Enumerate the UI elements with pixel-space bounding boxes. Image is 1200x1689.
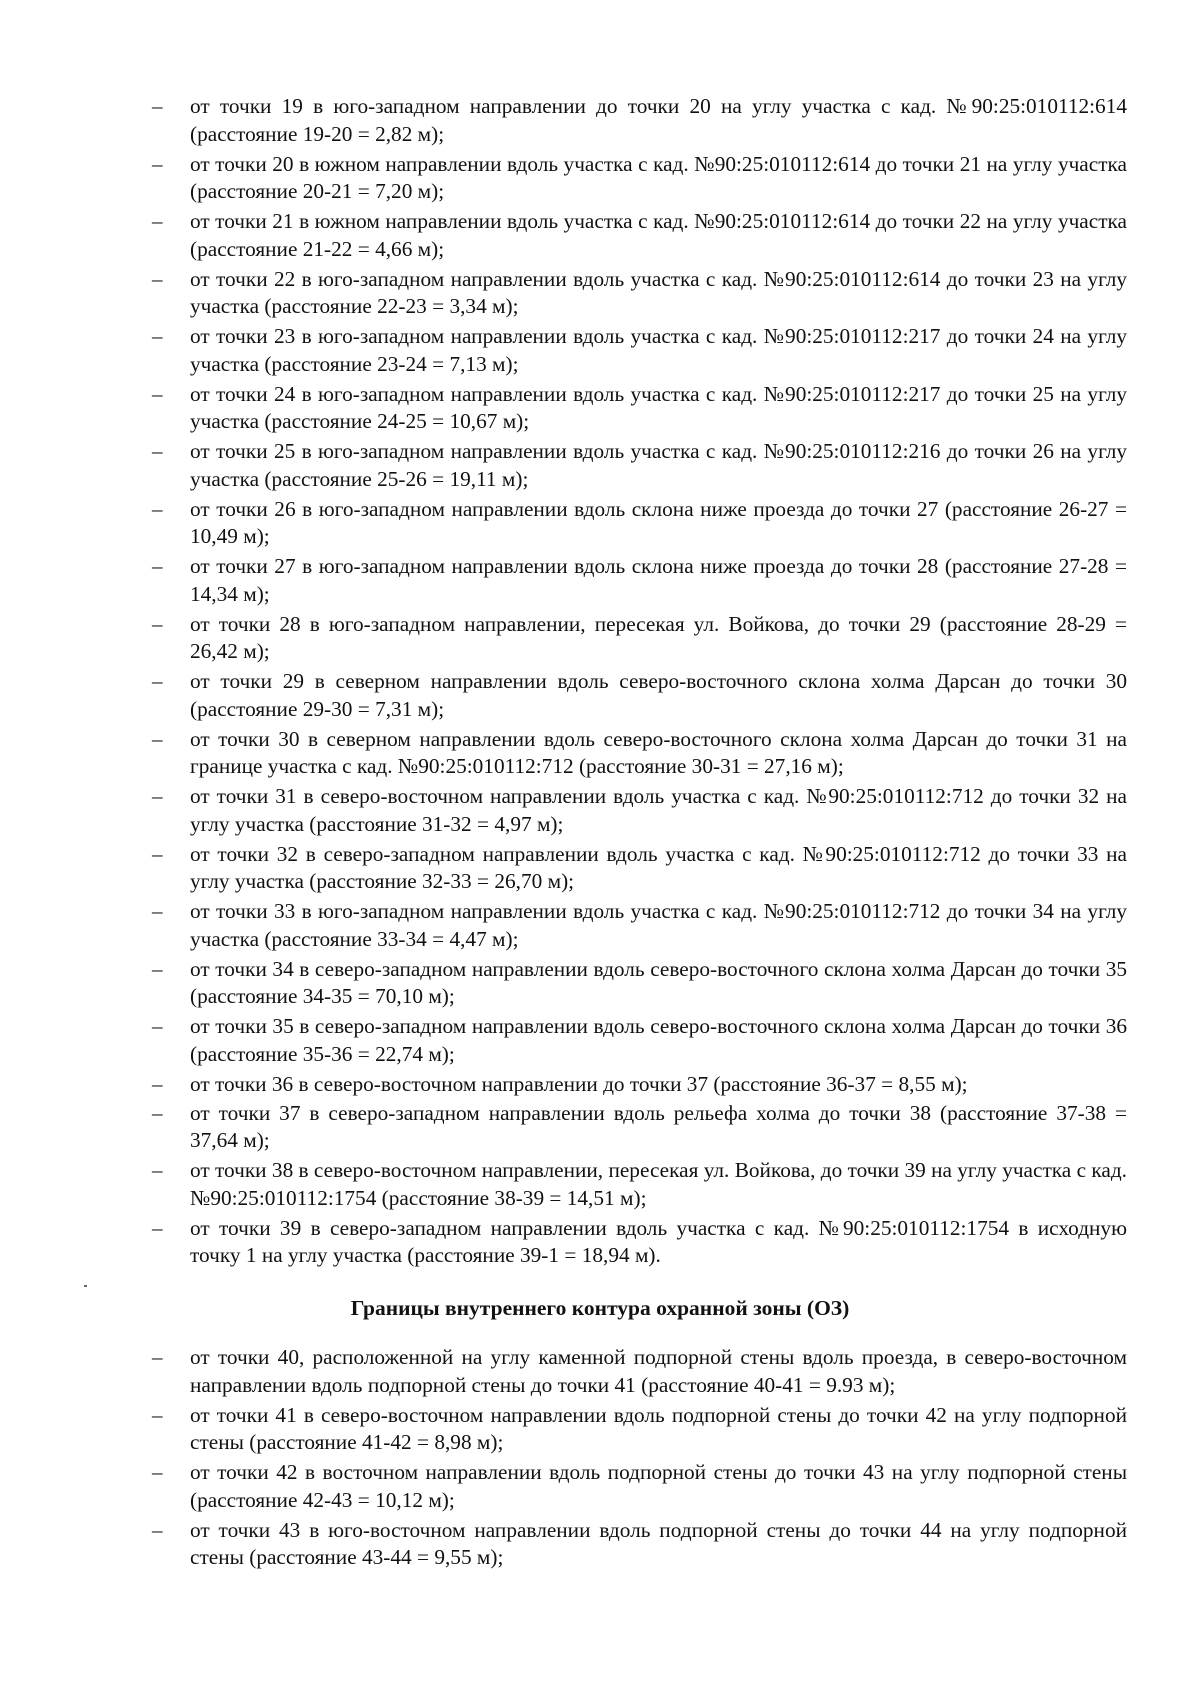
list-bullet: – (152, 1100, 163, 1125)
list-bullet: – (152, 1215, 163, 1240)
list-item-text: от точки 38 в северо-восточном направлении, пересекая ул. Войкова, до точки 39 на углу участка с кад. №90:25:010112:1754 (расстояние 38-39 = 14,51 м); (190, 1158, 1127, 1210)
list-item-text: от точки 30 в северном направлении вдоль северо-восточного склона холма Дарсан до точки 31 на границе участка с кад. №90:25:010112:712 (расстояние 30-31 = 27,16 м); (190, 726, 1127, 778)
list-item-text: от точки 39 в северо-западном направлении вдоль участка с кад. №90:25:010112:1754 в исходную точку 1 на углу участка (расстояние 39-1 = 18,94 м). (190, 1215, 1127, 1267)
list-bullet: – (152, 554, 163, 578)
section-heading: Границы внутреннего контура охранной зоны (ОЗ) (350, 1296, 850, 1320)
list-bullet: – (152, 1014, 163, 1038)
list-item (0, 552, 1200, 610)
list-item-text: от точки 40, расположенной на углу каменной подпорной стены вдоль проезда, в северо-восточном направлении вдоль подпорной стены до точки 41 (расстояние 40-41 = 9.93 м); (190, 1345, 1127, 1397)
list-bullet: – (152, 841, 163, 866)
list-item (0, 840, 1200, 898)
list-bullet: – (152, 209, 163, 233)
list-bullet: – (152, 669, 163, 693)
boundary-list-outer (0, 92, 1200, 1271)
list-item-text: от точки 24 в юго-западном направлении вдоль участка с кад. №90:25:010112:217 до точки 25 на углу участка (расстояние 24-25 = 10,67 м); (190, 381, 1127, 433)
list-bullet: – (152, 611, 163, 636)
list-item (0, 955, 1200, 1013)
list-item (0, 92, 1200, 150)
list-item (0, 1099, 1200, 1157)
list-item (0, 322, 1200, 380)
list-item (0, 1070, 1200, 1099)
list-item-text: от точки 27 в юго-западном направлении вдоль склона ниже проезда до точки 28 (расстояние 27-28 = 14,34 м); (190, 554, 1127, 606)
list-item (0, 265, 1200, 323)
list-bullet: – (152, 1517, 163, 1542)
list-item-text: от точки 41 в северо-восточном направлении вдоль подпорной стены до точки 42 на углу подпорной стены (расстояние 41-42 = 8,98 м); (190, 1402, 1127, 1454)
list-bullet: – (152, 266, 163, 291)
list-item-text: от точки 25 в юго-западном направлении вдоль участка с кад. №90:25:010112:216 до точки 26 на углу участка (расстояние 25-26 = 19,11 м); (190, 439, 1127, 491)
list-item (0, 380, 1200, 438)
list-item-text: от точки 42 в восточном направлении вдоль подпорной стены до точки 43 на углу подпорной стены (расстояние 42-43 = 10,12 м); (190, 1460, 1127, 1512)
list-item (0, 725, 1200, 783)
list-bullet: – (152, 1345, 163, 1369)
list-bullet: – (152, 1071, 163, 1096)
list-item-text: от точки 31 в северо-восточном направлении вдоль участка с кад. №90:25:010112:712 до точки 32 на углу участка (расстояние 31-32 = 4,97 м); (190, 784, 1127, 836)
list-item-text: от точки 32 в северо-западном направлении вдоль участка с кад. №90:25:010112:712 до точки 33 на углу участка (расстояние 32-33 = 26,70 м); (190, 841, 1127, 893)
list-item (0, 495, 1200, 553)
list-bullet: – (152, 324, 163, 348)
list-item (0, 1401, 1200, 1459)
list-item (0, 1156, 1200, 1214)
list-item-text: от точки 43 в юго-восточном направлении вдоль подпорной стены до точки 44 на углу подпорной стены (расстояние 43-44 = 9,55 м); (190, 1517, 1127, 1569)
list-item-text: от точки 33 в юго-западном направлении вдоль участка с кад. №90:25:010112:712 до точки 34 на углу участка (расстояние 33-34 = 4,47 м); (190, 899, 1127, 951)
list-item-text: от точки 34 в северо-западном направлении вдоль северо-восточного склона холма Дарсан до точки 35 (расстояние 34-35 = 70,10 м); (190, 956, 1127, 1008)
list-item-text: от точки 26 в юго-западном направлении вдоль склона ниже проезда до точки 27 (расстояние 26-27 = 10,49 м); (190, 496, 1127, 548)
list-bullet: – (152, 1402, 163, 1427)
list-bullet: – (152, 381, 163, 406)
list-item (0, 437, 1200, 495)
list-bullet: – (152, 956, 163, 981)
list-item (0, 1516, 1200, 1574)
list-item (0, 1458, 1200, 1516)
list-bullet: – (152, 1158, 163, 1182)
list-item (0, 207, 1200, 265)
list-item-text: от точки 23 в юго-западном направлении вдоль участка с кад. №90:25:010112:217 до точки 24 на углу участка (расстояние 23-24 = 7,13 м); (190, 324, 1127, 376)
list-bullet: – (152, 94, 163, 118)
list-item (0, 782, 1200, 840)
list-item-text: от точки 29 в северном направлении вдоль северо-восточного склона холма Дарсан до точки 30 (расстояние 29-30 = 7,31 м); (190, 669, 1127, 721)
list-item (0, 610, 1200, 668)
list-item-text: от точки 28 в юго-западном направлении, пересекая ул. Войкова, до точки 29 (расстояние 28-29 = 26,42 м); (190, 611, 1127, 663)
list-item-text: от точки 36 в северо-восточном направлении до точки 37 (расстояние 36-37 = 8,55 м); (190, 1071, 968, 1096)
list-item (0, 1012, 1200, 1070)
list-item (0, 150, 1200, 208)
boundary-list-inner (0, 1343, 1200, 1573)
list-item-text: от точки 35 в северо-западном направлении вдоль северо-восточного склона холма Дарсан до точки 36 (расстояние 35-36 = 22,74 м); (190, 1014, 1127, 1066)
list-item-text: от точки 22 в юго-западном направлении вдоль участка с кад. №90:25:010112:614 до точки 23 на углу участка (расстояние 22-23 = 3,34 м); (190, 266, 1127, 318)
list-item (0, 667, 1200, 725)
list-item (0, 1214, 1200, 1272)
list-item-text: от точки 20 в южном направлении вдоль участка с кад. №90:25:010112:614 до точки 21 на углу участка (расстояние 20-21 = 7,20 м); (190, 151, 1127, 203)
list-bullet: – (152, 899, 163, 923)
list-bullet: – (152, 726, 163, 751)
list-bullet: – (152, 439, 163, 463)
list-item (0, 1343, 1200, 1401)
list-bullet: – (152, 784, 163, 808)
list-item-text: от точки 21 в южном направлении вдоль участка с кад. №90:25:010112:614 до точки 22 на углу участка (расстояние 21-22 = 4,66 м); (190, 209, 1127, 261)
list-bullet: – (152, 1460, 163, 1484)
list-item-text: от точки 19 в юго-западном направлении до точки 20 на углу участка с кад. №90:25:010112:614 (расстояние 19-20 = 2,82 м); (190, 94, 1127, 146)
list-bullet: – (152, 496, 163, 521)
list-item-text: от точки 37 в северо-западном направлении вдоль рельефа холма до точки 38 (расстояние 37-38 = 37,64 м); (190, 1100, 1127, 1152)
list-item (0, 897, 1200, 955)
scan-speck (84, 1285, 87, 1287)
list-bullet: – (152, 151, 163, 176)
